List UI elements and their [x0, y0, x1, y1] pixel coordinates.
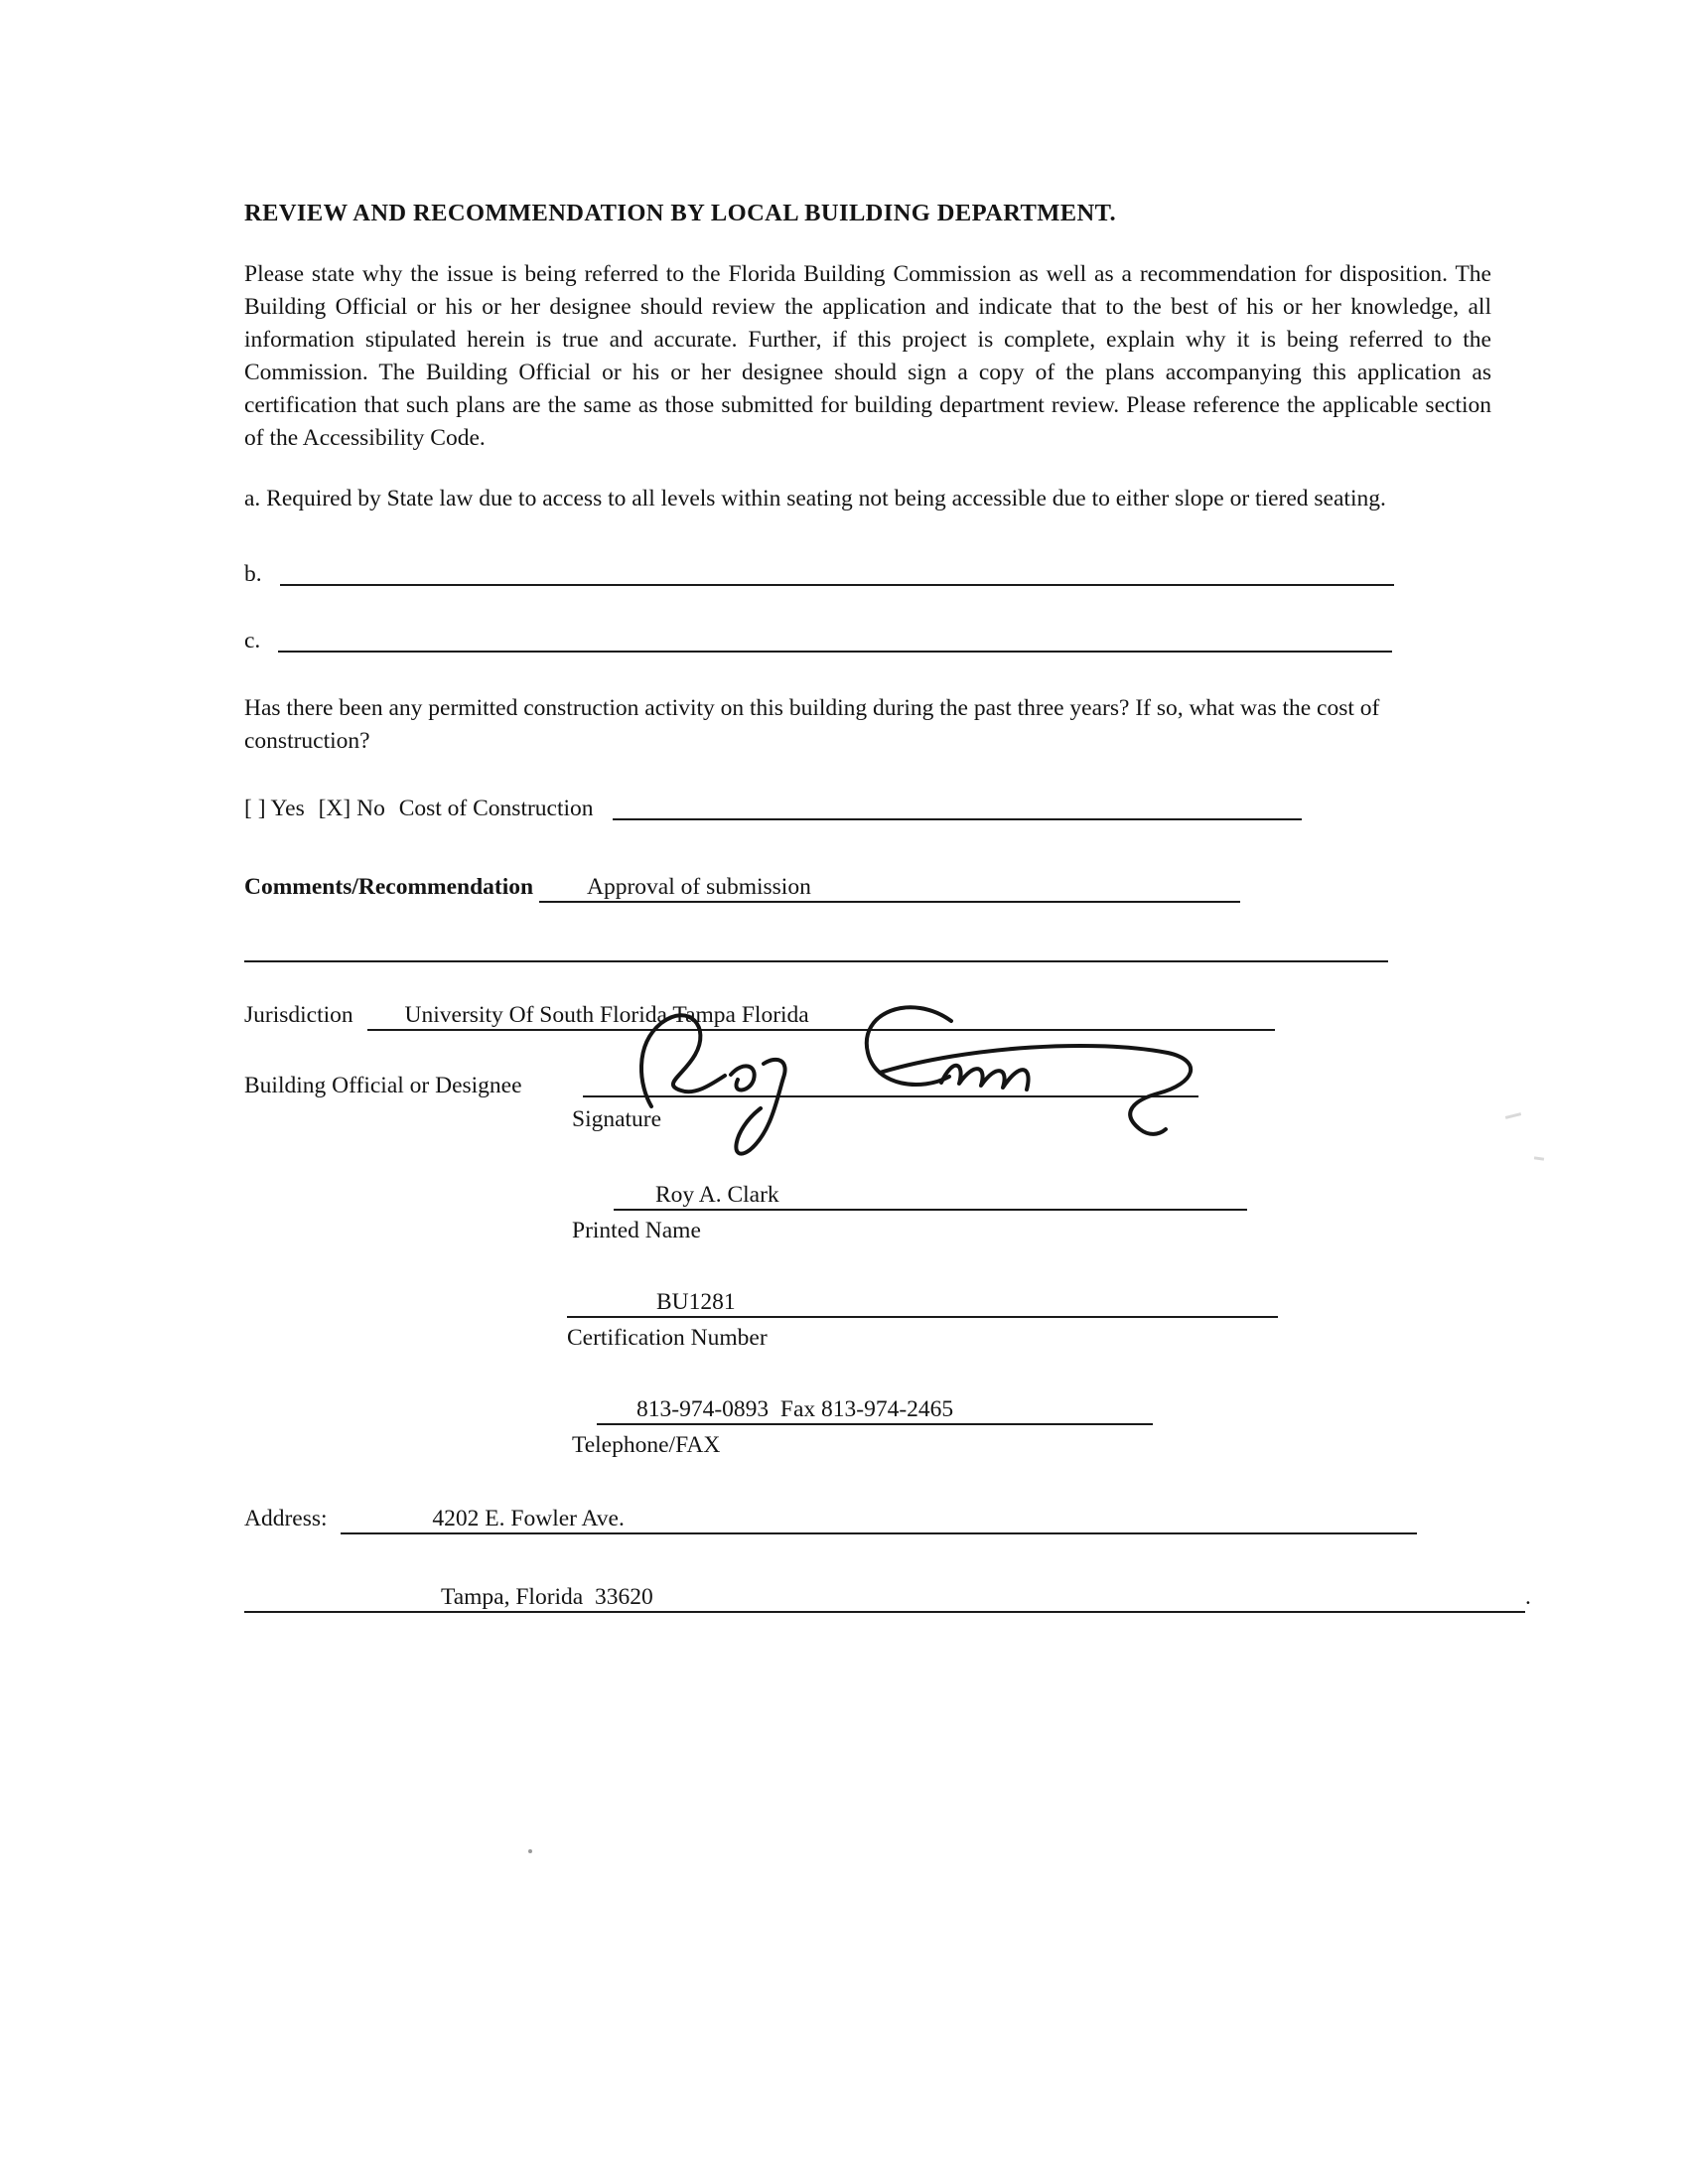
address-line2-field	[244, 1584, 1525, 1613]
comments-row	[244, 874, 1491, 903]
jurisdiction-row	[244, 1002, 1491, 1031]
blank-line-c	[278, 645, 1392, 653]
certification-line	[567, 1289, 1278, 1318]
comments-value: Approval of submission	[586, 874, 811, 900]
signature-caption: Signature	[572, 1106, 662, 1132]
building-official-label: Building Official or Designee	[244, 1073, 522, 1098]
no-checkbox: [X] No	[318, 796, 385, 821]
address-row	[244, 1506, 1491, 1534]
blank-line-b	[280, 578, 1394, 586]
reason-item-b-row	[244, 561, 1491, 588]
jurisdiction-label: Jurisdiction	[244, 1002, 353, 1028]
page-title: REVIEW AND RECOMMENDATION BY LOCAL BUILDING DEPARTMENT.	[244, 200, 1117, 226]
address-row-2	[244, 1584, 1531, 1613]
certification-value: BU1281	[656, 1289, 736, 1315]
telephone-value: 813-974-0893 Fax 813-974-2465	[636, 1396, 954, 1422]
reason-item-c-row	[244, 628, 1491, 655]
jurisdiction-value-line	[367, 1002, 1275, 1031]
signature-line	[583, 1090, 1198, 1097]
construction-question: Has there been any permitted construction activity on this building during the past three years? If so, what was the cost of construction?	[244, 695, 1380, 754]
telephone-row	[597, 1396, 1491, 1425]
yes-checkbox: [ ] Yes	[244, 796, 305, 821]
reason-item-a: a. Required by State law due to access to all levels within seating not being accessible due to either slope or tiered seating.	[244, 486, 1386, 511]
printed-name-label: Printed Name	[572, 1218, 701, 1243]
telephone-label: Telephone/FAX	[572, 1432, 721, 1458]
jurisdiction-value: University Of South Florida Tampa Florida	[404, 1002, 809, 1028]
scan-artifact-dot	[528, 1849, 532, 1853]
building-official-row	[244, 1073, 1491, 1099]
reason-item-b-label: b.	[244, 561, 262, 587]
document-content	[244, 197, 1531, 1613]
certification-row	[567, 1289, 1491, 1318]
address-label: Address:	[244, 1506, 328, 1531]
telephone-line	[597, 1396, 1153, 1425]
address-line2: Tampa, Florida 33620	[441, 1584, 653, 1610]
end-period: .	[1525, 1584, 1531, 1610]
printed-name-row	[614, 1182, 1491, 1211]
cost-blank-line	[613, 812, 1302, 820]
cost-of-construction-label: Cost of Construction	[398, 796, 594, 821]
comments-label: Comments/Recommendation	[244, 874, 534, 900]
address-line1-field	[341, 1506, 1417, 1534]
scan-artifact	[1534, 1156, 1544, 1160]
printed-name-value: Roy A. Clark	[655, 1182, 779, 1208]
scan-artifact	[1505, 1112, 1521, 1119]
printed-name-line	[614, 1182, 1247, 1211]
cost-of-construction-row	[244, 796, 1491, 822]
intro-paragraph: Please state why the issue is being referred to the Florida Building Commission as well as a recommendation for disposition. The Building Official or his or her designee should review the application and indicate that to the best of his or her knowledge, all information stipulated herein is true and accurate. Further, if this project is complete, explain why it is being referred to the Commission. The Building Official or his or her designee should sign a copy of the plans accompanying this application as certification that such plans are the same as those submitted for building department review. Please reference the applicable section of the Accessibility Code.	[244, 261, 1491, 451]
address-line1: 4202 E. Fowler Ave.	[432, 1506, 625, 1531]
divider-line	[244, 960, 1388, 962]
comments-value-line	[539, 874, 1240, 903]
reason-item-c-label: c.	[244, 628, 261, 654]
certification-label: Certification Number	[567, 1325, 768, 1351]
